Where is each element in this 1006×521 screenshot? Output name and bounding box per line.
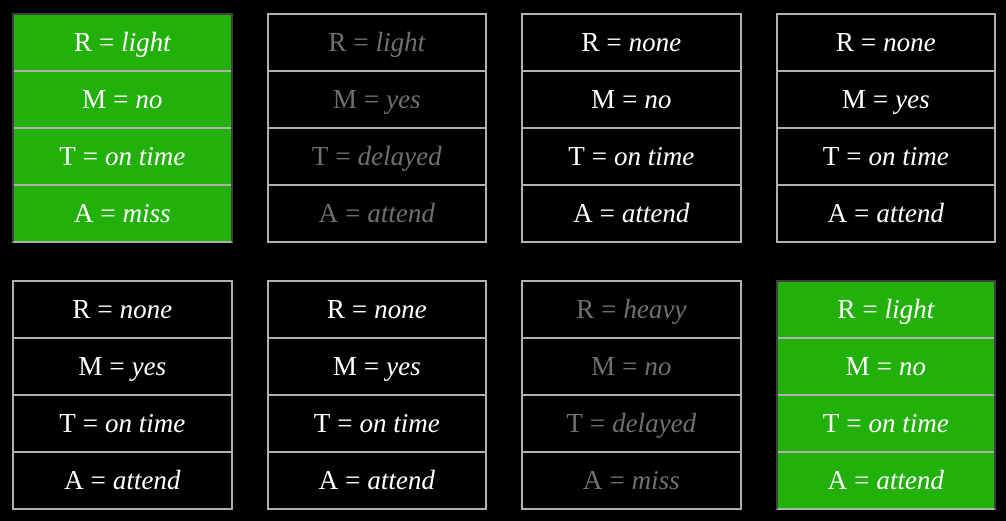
equals-sign: = bbox=[876, 351, 892, 381]
variable-value: none bbox=[374, 294, 427, 324]
equals-sign: = bbox=[90, 465, 106, 495]
equals-sign: = bbox=[860, 27, 877, 57]
variable-name: A bbox=[318, 465, 339, 495]
variable-name: M bbox=[332, 84, 357, 114]
assignment-row bbox=[523, 15, 740, 70]
assignment-row bbox=[523, 184, 740, 241]
variable-name: A bbox=[573, 198, 593, 228]
assignment-row bbox=[778, 394, 995, 451]
assignment-row bbox=[14, 451, 231, 508]
variable-value: on time bbox=[104, 141, 186, 171]
assignment-row bbox=[14, 70, 231, 127]
assignment-row bbox=[269, 184, 486, 241]
variable-value: no bbox=[135, 84, 163, 114]
variable-name: A bbox=[73, 198, 94, 228]
equals-sign: = bbox=[363, 351, 380, 381]
assignment-row bbox=[269, 15, 486, 70]
equals-sign: = bbox=[589, 408, 606, 438]
equals-sign: = bbox=[591, 141, 607, 171]
sample-card-6 bbox=[267, 280, 488, 510]
variable-name: R bbox=[72, 294, 91, 324]
equals-sign: = bbox=[335, 141, 351, 171]
assignment-row bbox=[14, 394, 231, 451]
assignment-row bbox=[778, 15, 995, 70]
variable-name: A bbox=[827, 465, 848, 495]
variable-name: M bbox=[332, 351, 357, 381]
assignment-row bbox=[778, 337, 995, 394]
variable-value: on time bbox=[868, 408, 949, 438]
variable-name: R bbox=[837, 294, 856, 324]
variable-name: A bbox=[318, 198, 339, 228]
assignment-row bbox=[523, 127, 740, 184]
assignment-row bbox=[269, 70, 486, 127]
variable-name: T bbox=[59, 408, 76, 438]
assignment-row bbox=[778, 184, 995, 241]
equals-sign: = bbox=[606, 27, 622, 57]
variable-value: none bbox=[628, 27, 682, 57]
variable-value: yes bbox=[895, 84, 930, 114]
assignment-row bbox=[14, 15, 231, 70]
variable-value: miss bbox=[122, 198, 171, 228]
variable-value: attend bbox=[876, 465, 944, 495]
variable-name: T bbox=[59, 141, 76, 171]
variable-name: M bbox=[845, 351, 870, 381]
equals-sign: = bbox=[82, 408, 98, 438]
variable-name: T bbox=[822, 408, 840, 438]
equals-sign: = bbox=[97, 294, 113, 324]
assignment-row bbox=[523, 337, 740, 394]
variable-value: light bbox=[884, 294, 935, 324]
equals-sign: = bbox=[98, 27, 115, 57]
assignment-row bbox=[778, 451, 995, 508]
variable-name: T bbox=[566, 408, 583, 438]
variable-value: attend bbox=[876, 198, 944, 228]
variable-value: no bbox=[898, 351, 926, 381]
variable-name: A bbox=[827, 198, 848, 228]
variable-name: R bbox=[326, 294, 345, 324]
assignment-row bbox=[269, 394, 486, 451]
assignment-row bbox=[523, 70, 740, 127]
variable-value: attend bbox=[367, 465, 435, 495]
assignment-row bbox=[14, 282, 231, 337]
variable-value: on time bbox=[868, 141, 949, 171]
variable-value: none bbox=[883, 27, 936, 57]
equals-sign: = bbox=[345, 465, 361, 495]
sample-card-8 bbox=[776, 280, 997, 510]
assignment-row bbox=[14, 127, 231, 184]
sample-card-5 bbox=[12, 280, 233, 510]
equals-sign: = bbox=[872, 84, 889, 114]
variable-value: on time bbox=[104, 408, 186, 438]
assignment-row bbox=[269, 282, 486, 337]
variable-name: M bbox=[78, 351, 103, 381]
variable-name: R bbox=[581, 27, 600, 57]
variable-name: M bbox=[82, 84, 107, 114]
equals-sign: = bbox=[846, 408, 862, 438]
variable-value: yes bbox=[386, 84, 421, 114]
assignment-row bbox=[523, 394, 740, 451]
variable-value: light bbox=[121, 27, 171, 57]
equals-sign: = bbox=[113, 84, 129, 114]
variable-value: attend bbox=[367, 198, 435, 228]
equals-sign: = bbox=[854, 465, 870, 495]
assignment-row bbox=[778, 282, 995, 337]
equals-sign: = bbox=[109, 351, 125, 381]
variable-value: heavy bbox=[623, 294, 687, 324]
sample-card-3 bbox=[521, 13, 742, 243]
variable-name: M bbox=[591, 84, 616, 114]
equals-sign: = bbox=[601, 294, 617, 324]
variable-value: none bbox=[119, 294, 173, 324]
assignment-row bbox=[269, 451, 486, 508]
variable-name: R bbox=[73, 27, 92, 57]
variable-value: no bbox=[644, 84, 672, 114]
equals-sign: = bbox=[82, 141, 98, 171]
equals-sign: = bbox=[854, 198, 870, 228]
assignment-row bbox=[778, 70, 995, 127]
assignment-row bbox=[523, 282, 740, 337]
assignment-row bbox=[14, 184, 231, 241]
variable-name: T bbox=[311, 141, 329, 171]
variable-value: light bbox=[375, 27, 426, 57]
variable-name: T bbox=[313, 408, 331, 438]
variable-name: A bbox=[64, 465, 84, 495]
equals-sign: = bbox=[599, 198, 615, 228]
equals-sign: = bbox=[622, 351, 638, 381]
sample-card-7 bbox=[521, 280, 742, 510]
equals-sign: = bbox=[353, 27, 369, 57]
variable-value: delayed bbox=[612, 408, 697, 438]
variable-value: yes bbox=[386, 351, 421, 381]
variable-name: M bbox=[841, 84, 866, 114]
sample-card-1 bbox=[12, 13, 233, 243]
assignment-row bbox=[269, 337, 486, 394]
equals-sign: = bbox=[363, 84, 380, 114]
equals-sign: = bbox=[622, 84, 638, 114]
variable-value: on time bbox=[613, 141, 695, 171]
equals-sign: = bbox=[100, 198, 116, 228]
variable-value: miss bbox=[631, 465, 680, 495]
variable-name: M bbox=[591, 351, 616, 381]
variable-value: no bbox=[644, 351, 672, 381]
assignment-row bbox=[14, 337, 231, 394]
variable-name: T bbox=[568, 141, 585, 171]
assignment-row bbox=[269, 127, 486, 184]
variable-name: T bbox=[822, 141, 840, 171]
equals-sign: = bbox=[862, 294, 878, 324]
equals-sign: = bbox=[337, 408, 353, 438]
variable-name: R bbox=[835, 27, 854, 57]
variable-name: R bbox=[328, 27, 347, 57]
assignment-row bbox=[778, 127, 995, 184]
sample-card-2 bbox=[267, 13, 488, 243]
variable-name: A bbox=[582, 465, 603, 495]
variable-value: delayed bbox=[357, 141, 442, 171]
equals-sign: = bbox=[351, 294, 368, 324]
assignment-row bbox=[523, 451, 740, 508]
equals-sign: = bbox=[345, 198, 361, 228]
equals-sign: = bbox=[609, 465, 625, 495]
variable-value: on time bbox=[359, 408, 440, 438]
variable-value: yes bbox=[131, 351, 167, 381]
variable-value: attend bbox=[112, 465, 181, 495]
variable-value: attend bbox=[621, 198, 690, 228]
equals-sign: = bbox=[846, 141, 862, 171]
variable-name: R bbox=[576, 294, 595, 324]
sample-card-4 bbox=[776, 13, 997, 243]
